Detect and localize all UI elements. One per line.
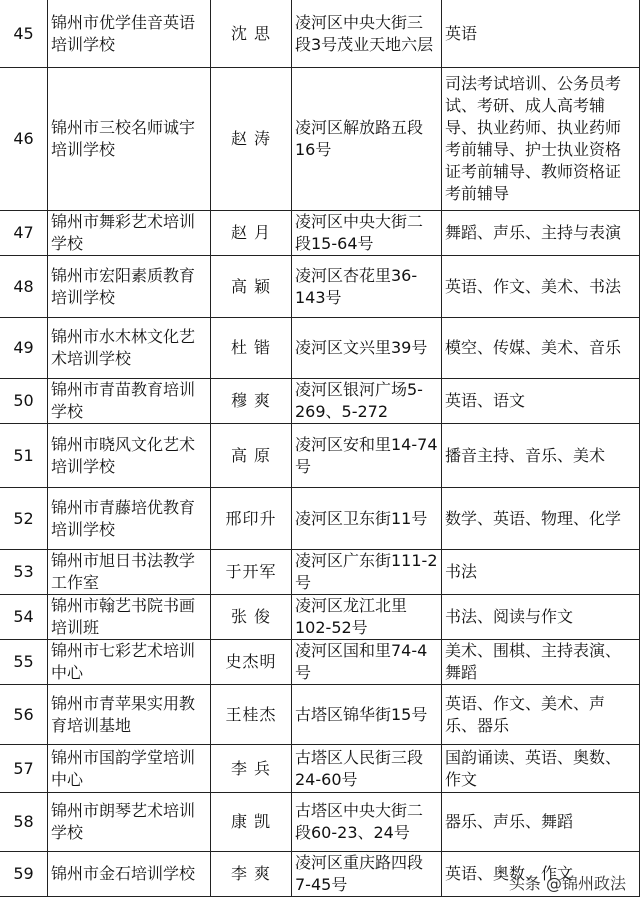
legal-person: 沈 思 [211, 0, 292, 68]
table-row [0, 745, 640, 793]
legal-person: 王桂杰 [211, 685, 292, 745]
table-row [0, 550, 640, 595]
table-row [0, 424, 640, 488]
legal-person: 于开军 [211, 550, 292, 595]
course-list: 书法、阅读与作文 [442, 595, 640, 640]
school-name: 锦州市翰艺书院书画培训班 [48, 595, 211, 640]
row-number: 45 [0, 0, 48, 68]
table-row [0, 379, 640, 424]
school-name: 锦州市青苗教育培训学校 [48, 379, 211, 424]
table-row [0, 256, 640, 318]
course-list: 英语、作文、美术、声乐、器乐 [442, 685, 640, 745]
legal-person: 赵 涛 [211, 68, 292, 211]
school-name: 锦州市旭日书法教学工作室 [48, 550, 211, 595]
table-row [0, 640, 640, 685]
legal-person: 康 凯 [211, 793, 292, 852]
legal-person: 高 颖 [211, 256, 292, 318]
row-number: 59 [0, 852, 48, 897]
course-list: 模空、传媒、美术、音乐 [442, 318, 640, 379]
school-address: 凌河区重庆路四段7-45号 [292, 852, 442, 897]
row-number: 51 [0, 424, 48, 488]
table-row [0, 318, 640, 379]
course-list: 舞蹈、声乐、主持与表演 [442, 211, 640, 256]
school-address: 凌河区杏花里36-143号 [292, 256, 442, 318]
school-name: 锦州市金石培训学校 [48, 852, 211, 897]
table-row [0, 68, 640, 211]
course-list: 英语、语文 [442, 379, 640, 424]
row-number: 47 [0, 211, 48, 256]
school-name: 锦州市朗琴艺术培训学校 [48, 793, 211, 852]
row-number: 50 [0, 379, 48, 424]
school-name: 锦州市宏阳素质教育培训学校 [48, 256, 211, 318]
table-row [0, 793, 640, 852]
school-address: 凌河区银河广场5-269、5-272 [292, 379, 442, 424]
school-name: 锦州市国韵学堂培训中心 [48, 745, 211, 793]
row-number: 49 [0, 318, 48, 379]
row-number: 55 [0, 640, 48, 685]
school-address: 凌河区中央大街三段3号茂业天地六层 [292, 0, 442, 68]
row-number: 48 [0, 256, 48, 318]
course-list: 播音主持、音乐、美术 [442, 424, 640, 488]
legal-person: 高 原 [211, 424, 292, 488]
row-number: 53 [0, 550, 48, 595]
legal-person: 赵 月 [211, 211, 292, 256]
school-name: 锦州市青苹果实用教育培训基地 [48, 685, 211, 745]
school-name: 锦州市舞彩艺术培训学校 [48, 211, 211, 256]
school-address: 凌河区文兴里39号 [292, 318, 442, 379]
course-list: 英语、作文、美术、书法 [442, 256, 640, 318]
course-list: 数学、英语、物理、化学 [442, 488, 640, 550]
school-address: 凌河区解放路五段16号 [292, 68, 442, 211]
school-name: 锦州市青藤培优教育培训学校 [48, 488, 211, 550]
legal-person: 张 俊 [211, 595, 292, 640]
school-address: 古塔区锦华街15号 [292, 685, 442, 745]
source-watermark: 头条 @锦州政法 [508, 874, 626, 893]
course-list: 英语 [442, 0, 640, 68]
legal-person: 史杰明 [211, 640, 292, 685]
school-address: 凌河区安和里14-74号 [292, 424, 442, 488]
school-name: 锦州市优学佳音英语培训学校 [48, 0, 211, 68]
legal-person: 穆 爽 [211, 379, 292, 424]
school-address: 凌河区卫东街11号 [292, 488, 442, 550]
course-list: 书法 [442, 550, 640, 595]
school-address: 凌河区龙江北里102-52号 [292, 595, 442, 640]
table-row [0, 488, 640, 550]
school-address: 古塔区人民街三段24-60号 [292, 745, 442, 793]
row-number: 58 [0, 793, 48, 852]
school-name: 锦州市晓风文化艺术培训学校 [48, 424, 211, 488]
table-row [0, 211, 640, 256]
course-list: 英语、奥数、作文 [442, 852, 640, 897]
course-list: 国韵诵读、英语、奥数、作文 [442, 745, 640, 793]
row-number: 46 [0, 68, 48, 211]
school-name: 锦州市水木林文化艺术培训学校 [48, 318, 211, 379]
legal-person: 杜 锴 [211, 318, 292, 379]
row-number: 54 [0, 595, 48, 640]
table-row [0, 685, 640, 745]
row-number: 56 [0, 685, 48, 745]
school-name: 锦州市七彩艺术培训中心 [48, 640, 211, 685]
course-list: 司法考试培训、公务员考试、考研、成人高考辅导、执业药师、执业药师考前辅导、护士执业资格证考前辅导、教师资格证考前辅导 [442, 68, 640, 211]
course-list: 美术、围棋、主持表演、舞蹈 [442, 640, 640, 685]
table-row [0, 0, 640, 68]
school-address: 凌河区中央大街二段15-64号 [292, 211, 442, 256]
school-name: 锦州市三校名师诚宇培训学校 [48, 68, 211, 211]
school-address: 凌河区广东街111-2号 [292, 550, 442, 595]
row-number: 52 [0, 488, 48, 550]
school-address: 古塔区中央大街二段60-23、24号 [292, 793, 442, 852]
school-address: 凌河区国和里74-4号 [292, 640, 442, 685]
legal-person: 李 兵 [211, 745, 292, 793]
row-number: 57 [0, 745, 48, 793]
legal-person: 李 爽 [211, 852, 292, 897]
table-row [0, 595, 640, 640]
course-list: 器乐、声乐、舞蹈 [442, 793, 640, 852]
legal-person: 邢印升 [211, 488, 292, 550]
